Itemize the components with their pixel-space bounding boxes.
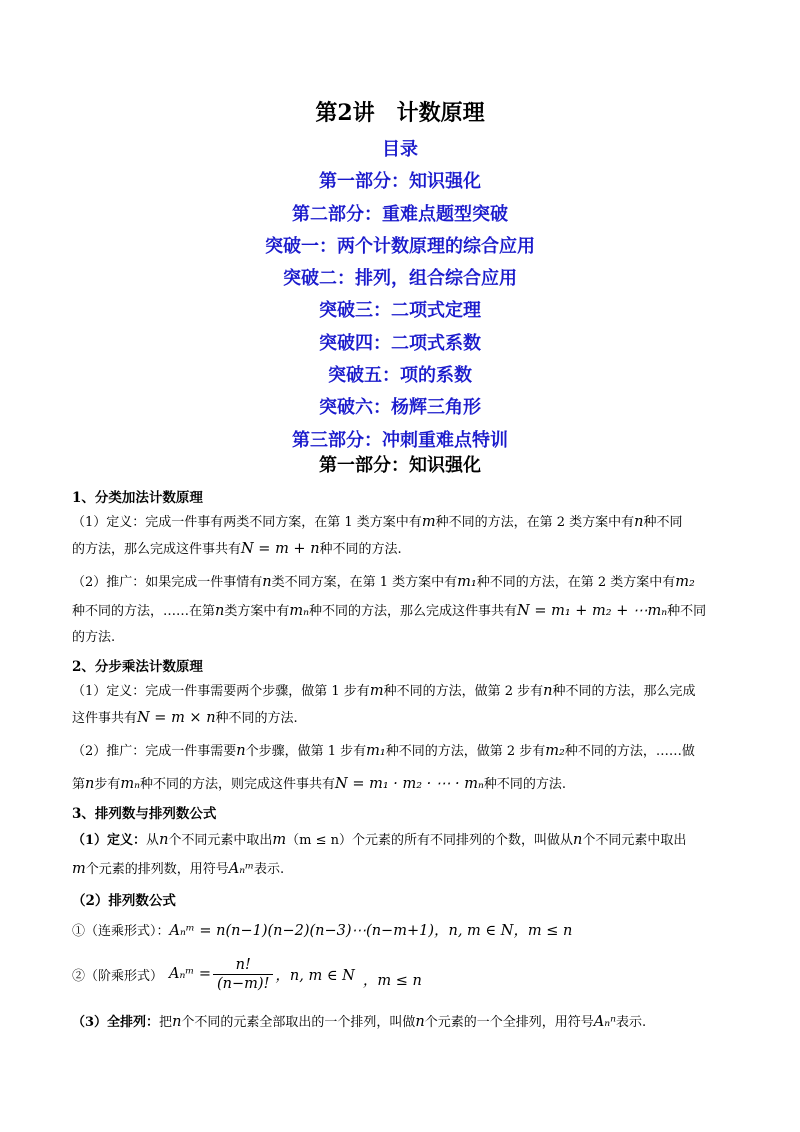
paragraph-addition-extension-end: 的方法. (72, 630, 116, 645)
toc-item[interactable]: 第三部分：冲刺重难点特训 (292, 429, 508, 451)
toc-heading[interactable]: 目录 (382, 139, 418, 160)
math-formula: （m ≤ n） (286, 833, 353, 848)
math-formula: ，m ≤ n (513, 923, 573, 939)
math-var: n (172, 1014, 182, 1030)
text: 个元素的排列数，用符号 (85, 862, 229, 877)
page-title: 第2讲 计数原理 (315, 100, 485, 126)
math-var: mₙ (120, 776, 141, 792)
text: 表示. (616, 1015, 647, 1030)
math-var: n (573, 832, 583, 848)
paragraph-addition-definition (72, 512, 732, 533)
math-var: m (421, 514, 436, 530)
paragraph-permutation-definition-cont (72, 859, 732, 880)
fraction-denominator: (n−m)! (217, 975, 270, 992)
math-formula: ，n, m ∈ N (275, 967, 355, 984)
heading-permutation-formula: （2）排列数公式 (72, 893, 176, 909)
toc-item[interactable]: 突破六：杨辉三角形 (319, 397, 481, 419)
text: 个元素的所有不同排列的个数，叫做从 (352, 833, 574, 848)
math-var: n (159, 832, 169, 848)
text: 类方案中有 (224, 604, 290, 619)
paragraph-full-permutation (72, 1012, 732, 1033)
text: 的方法，那么完成这件事共有 (72, 542, 242, 557)
heading-addition-principle: 1、分类加法计数原理 (72, 490, 203, 506)
math-symbol: Aₙᵐ = (169, 966, 212, 982)
text: （2）推广：完成一件事需要 (72, 744, 237, 759)
heading-multiplication-principle: 2、分步乘法计数原理 (72, 659, 203, 675)
text: 种不同的方法. (483, 777, 566, 792)
toc-item[interactable]: 突破一：两个计数原理的综合应用 (265, 235, 535, 257)
text: 种不同的方法，在第 2 类方案中有 (435, 515, 635, 530)
paragraph-permutation-definition (72, 830, 732, 851)
math-var: m₂ (675, 574, 695, 590)
text: 从 (146, 833, 160, 848)
table-of-contents (0, 134, 800, 457)
text: 种不同的方法，做第 2 步有 (383, 684, 544, 699)
math-var: n (415, 1014, 425, 1030)
math-var: m (272, 832, 287, 848)
text: 第 (72, 777, 86, 792)
text: 把 (159, 1015, 173, 1030)
math-var: m₂ (545, 743, 565, 759)
text: ①（连乘形式）： (72, 924, 170, 939)
text: 表示. (254, 862, 285, 877)
math-formula: ，n, m ∈ N (433, 923, 514, 939)
math-formula: Aₙᵐ = n(n−1)(n−2)(n−3)⋯(n−m+1) (169, 923, 434, 939)
math-var: n (236, 743, 246, 759)
text: 种不同的方法，在第 2 类方案中有 (476, 575, 676, 590)
toc-item[interactable]: 突破四：二项式系数 (319, 332, 481, 354)
toc-item[interactable]: 突破五：项的系数 (328, 365, 472, 387)
math-formula: N = m₁ · m₂ · ⋯ · mₙ (335, 776, 484, 792)
math-var: n (634, 514, 644, 530)
text: 种不同的方法，……在第 (72, 604, 216, 619)
text: ②（阶乘形式） (72, 968, 164, 984)
fraction-numerator: n! (213, 956, 273, 975)
toc-item[interactable]: 突破二：排列，组合综合应用 (283, 268, 517, 290)
text: 个步骤，做第 1 步有 (245, 744, 367, 759)
section-title: 第一部分：知识强化 (319, 455, 481, 476)
text: （1）定义： (72, 833, 147, 848)
content-body (72, 487, 732, 1033)
text: 个元素的一个全排列，用符号 (424, 1015, 594, 1030)
text: 这件事共有 (72, 711, 138, 726)
toc-item[interactable]: 第一部分：知识强化 (319, 171, 481, 193)
paragraph-addition-extension-cont (72, 601, 732, 622)
text: 种不同的方法，则完成这件事共有 (140, 777, 336, 792)
math-var: mₙ (289, 603, 310, 619)
math-symbol: Aₙᵐ (228, 861, 255, 877)
text: （2）推广：如果完成一件事情有 (72, 575, 263, 590)
paragraph-multiplication-definition-cont (72, 708, 732, 729)
math-var: n (215, 603, 225, 619)
math-var: m₁ (366, 743, 386, 759)
text: 种不同 (643, 515, 683, 530)
paragraph-multiplication-definition (72, 681, 732, 702)
text: 个不同的元素全部取出的一个排列，叫做 (181, 1015, 416, 1030)
paragraph-multiplication-extension-cont (72, 774, 732, 795)
paragraph-multiplication-extension (72, 741, 732, 762)
text: （1）定义：完成一件事有两类不同方案，在第 1 类方案中有 (72, 515, 422, 530)
formula-factorial-form (72, 952, 732, 996)
text: （1）定义：完成一件事需要两个步骤，做第 1 步有 (72, 684, 370, 699)
math-var: m₁ (457, 574, 477, 590)
math-symbol: Aₙⁿ (593, 1014, 617, 1030)
math-formula: ，m ≤ n (362, 972, 422, 989)
math-formula: N = m + n (241, 541, 320, 557)
text: （3）全排列： (72, 1015, 160, 1030)
text: 种不同的方法，那么完成这件事共有 (309, 604, 518, 619)
text: 步有 (94, 777, 121, 792)
text: 个不同元素中取出 (582, 833, 687, 848)
text: 种不同的方法. (215, 711, 298, 726)
paragraph-addition-extension (72, 572, 732, 593)
text: 类不同方案，在第 1 类方案中有 (271, 575, 458, 590)
math-var: m (72, 861, 86, 877)
text: 种不同的方法，做第 2 步有 (385, 744, 546, 759)
math-var: n (85, 776, 95, 792)
text: 种不同的方法，那么完成 (552, 684, 696, 699)
math-var: n (262, 574, 272, 590)
toc-item[interactable]: 第二部分：重难点题型突破 (292, 203, 508, 225)
fraction (213, 956, 273, 993)
text: 种不同的方法. (319, 542, 402, 557)
paragraph-addition-definition-cont (72, 539, 732, 560)
formula-product-form (72, 921, 732, 942)
text: 个不同元素中取出 (168, 833, 273, 848)
text: 种不同 (667, 604, 707, 619)
math-var: n (543, 683, 553, 699)
heading-permutation: 3、排列数与排列数公式 (72, 806, 217, 822)
math-var: m (369, 683, 384, 699)
toc-item[interactable]: 突破三：二项式定理 (319, 300, 481, 322)
math-formula: N = m × n (137, 710, 216, 726)
math-formula: N = m₁ + m₂ + ⋯mₙ (517, 603, 668, 619)
text: 种不同的方法，……做 (564, 744, 695, 759)
